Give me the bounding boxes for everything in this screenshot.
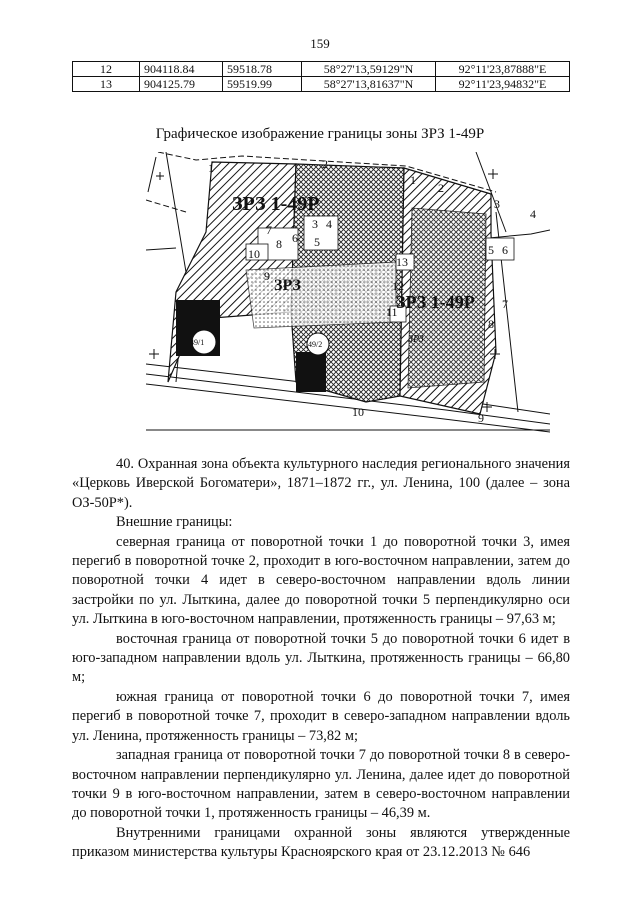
paragraph: западная граница от поворотной точки 7 до поворотной точки 8 в северо-восточном направлении перпендикулярно ул. Ленина, далее идет до поворотной точки 9 в юго-восточном направлении, затем в северо-восточном направлении до поворотной точки 1, протяженность границы – 46,39 м. xyxy=(72,747,570,822)
point-label: 10 xyxy=(352,405,364,419)
point-label: 8 xyxy=(276,237,282,251)
table-cell: 59519.99 xyxy=(223,77,302,92)
point-label: 4 xyxy=(530,207,536,221)
table-cell: 58°27'13,59129"N xyxy=(302,62,436,77)
zone-label-right: ЗРЗ 1-49Р xyxy=(396,292,475,312)
point-label: 6 xyxy=(292,231,298,245)
table-cell: 59518.78 xyxy=(223,62,302,77)
table-cell: 904125.79 xyxy=(140,77,223,92)
point-label: 7 xyxy=(502,297,508,311)
body-text xyxy=(72,455,570,863)
grid-cross xyxy=(488,169,498,179)
object-2-building xyxy=(296,352,326,392)
paragraph: северная граница от поворотной точки 1 до поворотной точки 3, имея перегиб в поворотной точке 2, проходит в юго-восточном направлении, затем до поворотной точки 4 идет в северо-восточном направлении вдоль линии застройки по ул. Лыткина, далее до поворотной точки 5 перпендикулярно оси ул. Лыткина в юго-восточном направлении, протяженность границы – 97,63 м; xyxy=(72,533,570,628)
table-cell: 92°11'23,87888"E xyxy=(436,62,570,77)
object-1-label: 49/1 xyxy=(190,338,205,347)
grid-cross xyxy=(156,172,164,180)
paragraph: Внешние границы: xyxy=(116,514,233,531)
zone-label-left: ЗРЗ 1-49Р xyxy=(232,193,320,215)
point-label: 13 xyxy=(396,255,408,269)
point-label: 1 xyxy=(208,161,214,175)
page-number: 159 xyxy=(310,36,330,51)
table-cell: 904118.84 xyxy=(140,62,223,77)
table-cell: 58°27'13,81637"N xyxy=(302,77,436,92)
point-label: 5 xyxy=(488,243,494,257)
paragraph: восточная граница от поворотной точки 5 до поворотной точки 6 идет в юго-западном направлении вдоль ул. Лыткина, протяженность границы – 66,80 м; xyxy=(72,630,570,686)
table-cell: 92°11'23,94832"E xyxy=(436,77,570,92)
paragraph: южная граница от поворотной точки 6 до поворотной точки 7, имея перегиб в поворотной точке 7, проходит в северо-западном направлении вдоль ул. Ленина, протяженность границы – 73,82 м; xyxy=(72,688,570,744)
point-label: 2 xyxy=(438,181,444,195)
point-label: 9 xyxy=(264,269,270,283)
inner-block xyxy=(304,216,338,250)
point-label: 8 xyxy=(488,317,494,331)
point-label: 7 xyxy=(266,223,272,237)
paragraph: Внутренними границами охранной зоны являются утвержденные приказом министерства культуры Красноярского края от 23.12.2013 № 646 xyxy=(72,824,570,861)
zone-label-mid: ЗРЗ xyxy=(274,277,301,294)
point-label: 5 xyxy=(314,235,320,249)
point-label: 3 xyxy=(312,217,318,231)
point-label: 9 xyxy=(478,411,484,425)
table-cell: 12 xyxy=(73,62,140,77)
table-row xyxy=(73,77,570,92)
zone-map xyxy=(146,152,550,434)
point-label: 3 xyxy=(494,197,500,211)
paragraph: 40. Охранная зона объекта культурного наследия регионального значения «Церковь Иверской Богоматери», 1871–1872 гг., ул. Ленина, 100 (далее – зона ОЗ-50Р*). xyxy=(72,456,570,511)
table-row xyxy=(73,62,570,77)
table-cell: 13 xyxy=(73,77,140,92)
point-label: 10 xyxy=(248,247,260,261)
coordinates-table xyxy=(72,61,570,92)
point-label: 6 xyxy=(502,243,508,257)
point-label: 4 xyxy=(326,217,332,231)
point-label: 11 xyxy=(386,305,398,319)
point-label: 2 xyxy=(322,157,328,171)
map-caption: Графическое изображение границы зоны ЗРЗ 1-49Р xyxy=(155,126,485,142)
point-label: 1 xyxy=(410,173,416,187)
object-2-label: 49/2 xyxy=(308,340,323,349)
zone-label-right-extra: ЗРЗ xyxy=(408,334,424,345)
point-label: 12 xyxy=(392,279,404,293)
grid-cross xyxy=(149,349,159,359)
